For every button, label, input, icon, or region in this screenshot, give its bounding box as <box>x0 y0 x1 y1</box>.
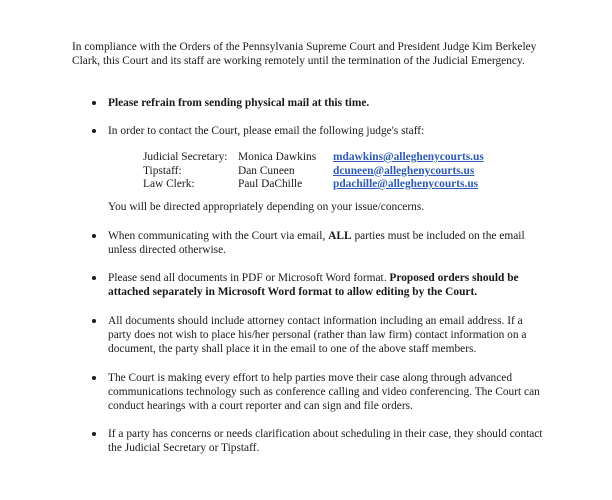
staff-table <box>143 151 484 192</box>
mail-notice: Please refrain from sending physical mail at this time. <box>108 97 370 109</box>
table-row <box>143 178 484 192</box>
email-parties-text: When communicating with the Court via email, ALL parties must be included on the email unless directed otherwise. <box>108 230 525 256</box>
staff-role: Tipstaff: <box>143 164 182 177</box>
format-text: Please send all documents in PDF or Microsoft Word format. Proposed orders should be attached separately in Microsoft Word format to allow editing by the Court. <box>108 272 519 298</box>
table-row <box>143 165 484 179</box>
staff-role: Law Clerk: <box>143 178 195 190</box>
bullet-icon <box>92 101 96 105</box>
staff-name: Monica Dawkins <box>238 151 317 163</box>
attorney-text: All documents should include attorney contact information including an email address. If a party does not wish to place his/her personal (rather than law firm) contact information on a document, the party shall place it in the email to one of the above staff members. <box>108 315 527 355</box>
staff-email-link[interactable]: dcuneen@alleghenycourts.us <box>333 164 475 177</box>
bullet-icon <box>92 319 96 323</box>
technology-text: The Court is making every effort to help parties move their case along through advanced communications technology such as conference calling and video conferencing. The Court can conduct hearings with a court reporter and can sign and file orders. <box>108 372 540 412</box>
bullet-icon <box>92 276 96 280</box>
directed-note: You will be directed appropriately depending on your issue/concerns. <box>108 201 425 213</box>
bullet-icon <box>92 432 96 436</box>
bullet-icon <box>92 376 96 380</box>
table-row <box>143 151 484 165</box>
bullet-icon <box>92 129 96 133</box>
bullet-icon <box>92 234 96 238</box>
contact-instructions: In order to contact the Court, please email the following judge's staff: <box>108 125 425 137</box>
staff-role: Judicial Secretary: <box>143 151 228 163</box>
intro-paragraph: In compliance with the Orders of the Pennsylvania Supreme Court and President Judge Kim Berkeley Clark, this Court and its staff are working remotely until the termination of the Judicial Emergency. <box>72 41 537 67</box>
staff-name: Dan Cuneen <box>238 164 295 177</box>
scheduling-text: If a party has concerns or needs clarification about scheduling in their case, they should contact the Judicial Secretary or Tipstaff. <box>108 428 543 454</box>
staff-email-link[interactable]: pdachille@alleghenycourts.us <box>333 178 479 190</box>
staff-email-link[interactable]: mdawkins@alleghenycourts.us <box>333 151 484 163</box>
staff-name: Paul DaChille <box>238 178 303 190</box>
